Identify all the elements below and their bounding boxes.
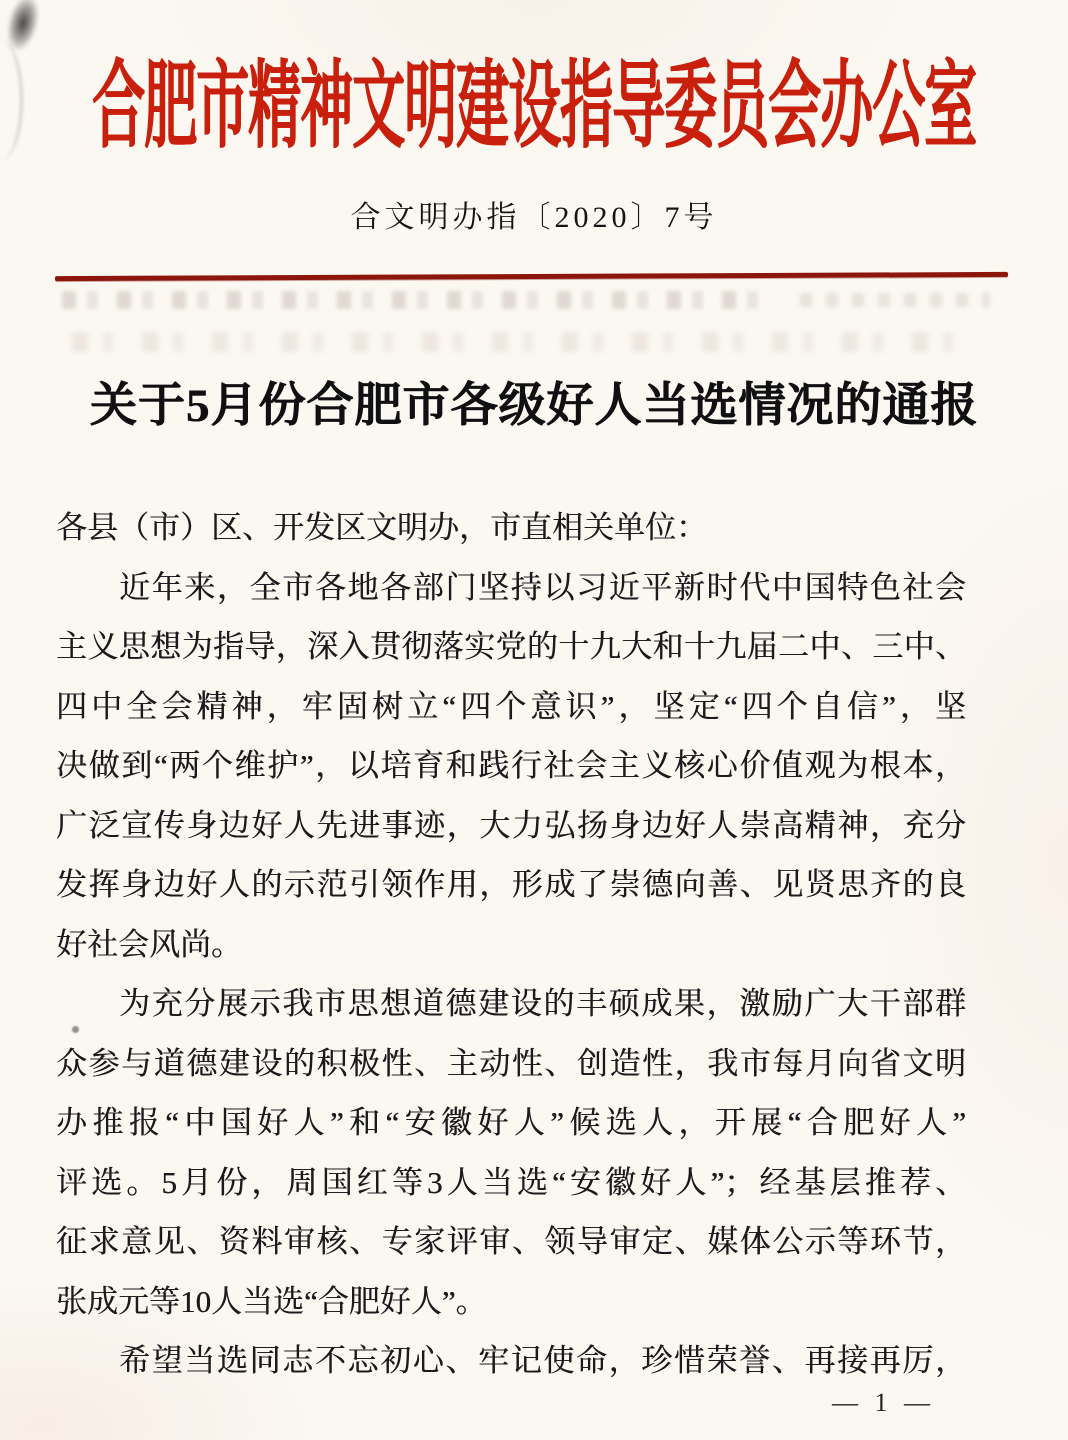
- red-rule-divider: [55, 272, 1008, 281]
- document-title: 关于5月份合肥市各级好人当选情况的通报: [89, 380, 979, 432]
- body-line-p2-2: 众参与道德建设的积极性、主动性、创造性，我市每月向省文明: [56, 1045, 966, 1081]
- salutation-line: 各县（市）区、开发区文明办，市直相关单位：: [56, 510, 707, 545]
- scan-bleedthrough-band-2: [72, 332, 972, 352]
- body-line-p1-5: 广泛宣传身边好人先进事迹，大力弘扬身边好人崇高精神，充分: [56, 807, 966, 843]
- body-line-p3-1: 希望当选同志不忘初心、牢记使命，珍惜荣誉、再接再厉，: [119, 1343, 966, 1378]
- body-line-p1-2: 主义思想为指导，深入贯彻落实党的十九大和十九届二中、三中、: [56, 629, 966, 664]
- body-line-p1-6: 发挥身边好人的示范引领作用，形成了崇德向善、见贤思齐的良: [56, 867, 966, 902]
- scan-bleedthrough-band-1: [62, 291, 762, 309]
- org-title: 合肥市精神文明建设指导委员会办公室: [92, 55, 976, 161]
- body-line-p2-3: 办推报“中国好人”和“安徽好人”候选人，开展“合肥好人”: [56, 1105, 966, 1140]
- page-number: — 1 —: [832, 1388, 935, 1417]
- body-line-p2-6: 张成元等10人当选“合肥好人”。: [56, 1283, 487, 1319]
- letterhead: [0, 56, 1068, 160]
- body-paragraphs: [56, 558, 966, 1391]
- body-line-p2-4: 评选。5月份，周国红等3人当选“安徽好人”；经基层推荐、: [56, 1164, 966, 1200]
- body-line-p2-5: 征求意见、资料审核、专家评审、领导审定、媒体公示等环节，: [56, 1224, 966, 1259]
- scan-speck-dot: [72, 1026, 79, 1033]
- body-line-p1-7: 好社会风尚。: [56, 926, 242, 962]
- scan-bleedthrough-band-1b: [800, 293, 990, 307]
- body-line-p2-1: 为充分展示我市思想道德建设的丰硕成果，激励广大干部群: [119, 986, 966, 1021]
- body-line-p1-4: 决做到“两个维护”，以培育和践行社会主义核心价值观为根本，: [56, 748, 966, 783]
- document-body: [56, 498, 966, 1391]
- body-line-p1-3: 四中全会精神，牢固树立“四个意识”，坚定“四个自信”，坚: [56, 688, 966, 724]
- doc-number: 合文明办指〔2020〕7号: [350, 201, 718, 234]
- body-line-p1-1: 近年来，全市各地各部门坚持以习近平新时代中国特色社会: [119, 569, 966, 605]
